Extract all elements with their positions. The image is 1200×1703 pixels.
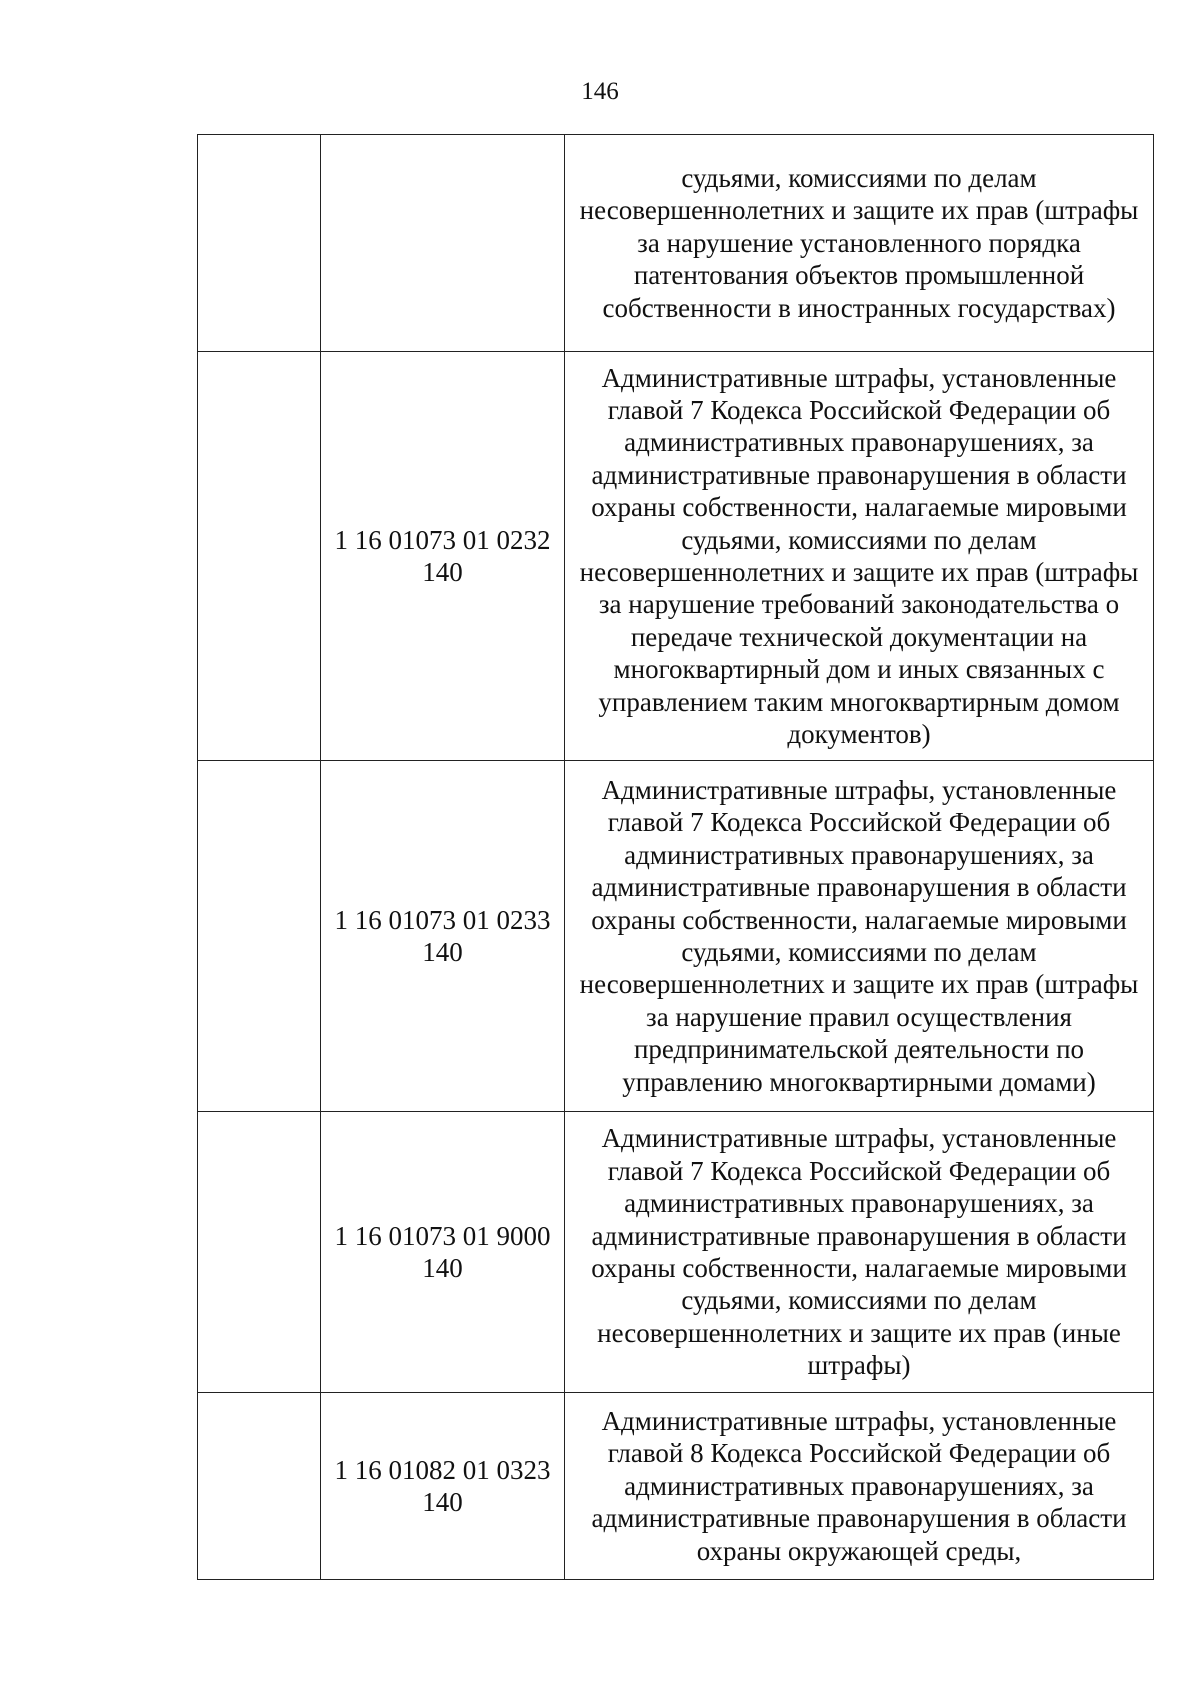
- table-row: [198, 352, 1154, 761]
- table-row: [198, 135, 1154, 352]
- description-cell: Административные штрафы, установленные главой 7 Кодекса Российской Федерации об административных правонарушениях, за административные правонарушения в области охраны собственности, налагаемые мировыми судьями, комиссиями по делам несовершеннолетних и защите их прав (штрафы за нарушение правил осуществления предпринимательской деятельности по управлению многоквартирными домами): [565, 761, 1154, 1112]
- description-cell: Административные штрафы, установленные главой 8 Кодекса Российской Федерации об административных правонарушениях, за административные правонарушения в области охраны окружающей среды,: [565, 1393, 1154, 1580]
- table-row: [198, 761, 1154, 1112]
- budget-code-cell: [321, 135, 565, 352]
- table-row: [198, 1112, 1154, 1393]
- table-row: [198, 1393, 1154, 1580]
- row-number-cell: [198, 761, 321, 1112]
- page-number: 146: [581, 78, 619, 105]
- row-number-cell: [198, 1393, 321, 1580]
- description-cell: Административные штрафы, установленные главой 7 Кодекса Российской Федерации об административных правонарушениях, за административные правонарушения в области охраны собственности, налагаемые мировыми судьями, комиссиями по делам несовершеннолетних и защите их прав (штрафы за нарушение требований законодательства о передаче технической документации на многоквартирный дом и иных связанных с управлением таким многоквартирным домом документов): [565, 352, 1154, 761]
- budget-code-cell: 1 16 01082 01 0323 140: [321, 1393, 565, 1580]
- description-cell: Административные штрафы, установленные главой 7 Кодекса Российской Федерации об административных правонарушениях, за административные правонарушения в области охраны собственности, налагаемые мировыми судьями, комиссиями по делам несовершеннолетних и защите их прав (иные штрафы): [565, 1112, 1154, 1393]
- budget-code-cell: 1 16 01073 01 9000 140: [321, 1112, 565, 1393]
- row-number-cell: [198, 352, 321, 761]
- budget-code-cell: 1 16 01073 01 0233 140: [321, 761, 565, 1112]
- row-number-cell: [198, 1112, 321, 1393]
- description-cell: судьями, комиссиями по делам несовершеннолетних и защите их прав (штрафы за нарушение установленного порядка патентования объектов промышленной собственности в иностранных государствах): [565, 135, 1154, 352]
- row-number-cell: [198, 135, 321, 352]
- fees-table: [197, 134, 1154, 1580]
- budget-code-cell: 1 16 01073 01 0232 140: [321, 352, 565, 761]
